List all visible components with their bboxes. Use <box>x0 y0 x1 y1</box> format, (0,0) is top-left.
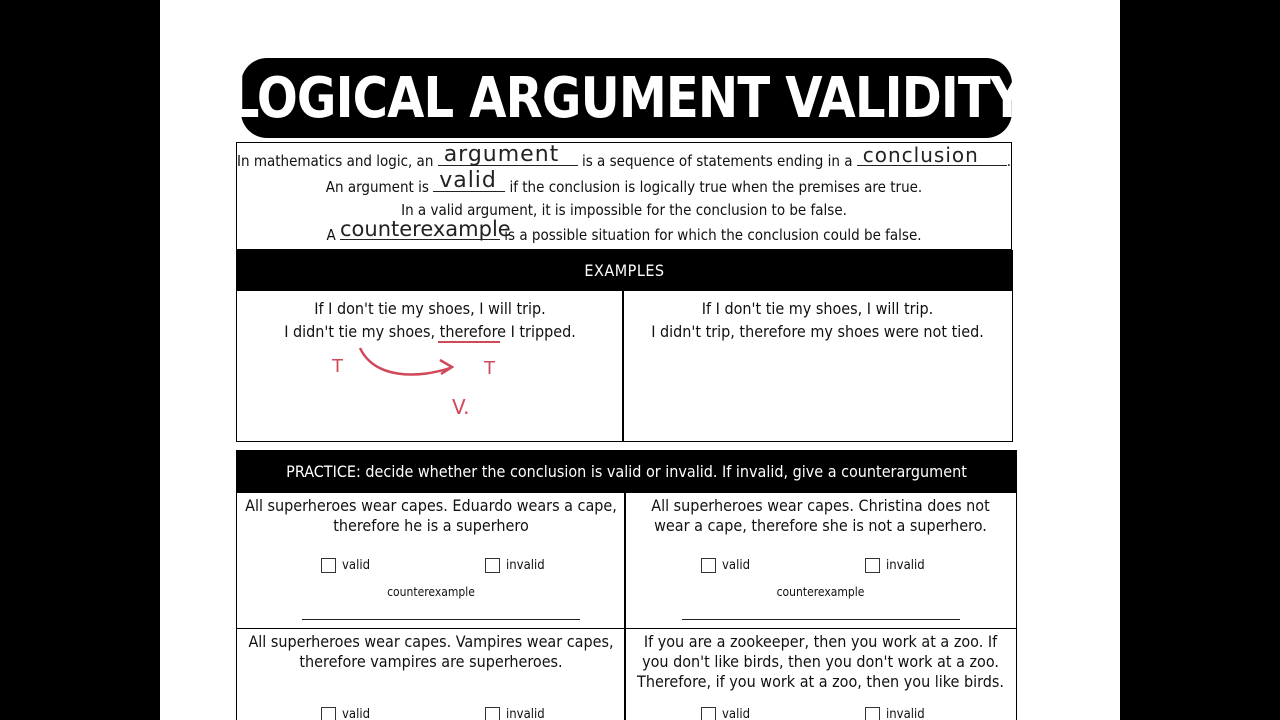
handwritten-argument: argument <box>443 142 560 167</box>
valid-label: valid <box>722 558 751 573</box>
option-invalid[interactable] <box>865 558 925 573</box>
example-line: If I don't tie my shoes, I will trip. <box>314 299 546 318</box>
counterexample-label: counterexample <box>776 585 865 599</box>
definition-text: A <box>326 226 336 244</box>
definition-line-3: In a valid argument, it is impossible for the conclusion to be false. <box>401 201 847 219</box>
option-valid[interactable] <box>701 558 750 573</box>
blank-counterexample <box>339 217 511 241</box>
definition-text: is a possible situation for which the conclusion could be false. <box>504 226 922 244</box>
blank-conclusion <box>857 143 1007 167</box>
practice-item-3 <box>236 628 626 720</box>
counterexample-label: counterexample <box>387 585 475 599</box>
handwritten-counterexample: counterexample <box>339 217 511 241</box>
option-invalid[interactable] <box>865 707 925 720</box>
invalid-checkbox[interactable] <box>485 558 500 573</box>
invalid-label: invalid <box>886 707 925 720</box>
invalid-checkbox[interactable] <box>865 707 880 720</box>
definition-text: if the conclusion is logically true when the premises are true. <box>509 178 923 196</box>
option-valid[interactable] <box>701 707 750 720</box>
option-valid[interactable] <box>321 558 370 573</box>
definition-line-4 <box>237 217 1011 244</box>
option-invalid[interactable] <box>485 707 545 720</box>
practice-question: All superheroes wear capes. Vampires wear capes, therefore vampires are superheroes. <box>248 632 614 671</box>
title-banner <box>228 58 1025 138</box>
practice-header: PRACTICE: decide whether the conclusion is valid or invalid. If invalid, give a counterargument <box>236 450 1017 492</box>
definitions-box <box>236 142 1012 250</box>
invalid-label: invalid <box>886 558 925 573</box>
valid-checkbox[interactable] <box>321 707 336 720</box>
definition-text: An argument is <box>325 178 429 196</box>
example-right-text <box>623 297 1012 343</box>
blank-valid <box>433 168 505 193</box>
example-line: If I don't tie my shoes, I will trip. <box>701 299 934 318</box>
counterexample-line[interactable] <box>302 619 580 620</box>
definition-line-1 <box>237 142 1012 170</box>
counterexample-line[interactable] <box>682 619 960 620</box>
example-line: I didn't tie my shoes, therefore I tripped. <box>284 322 576 341</box>
worksheet-page <box>160 0 1120 720</box>
definition-text: . <box>1006 152 1012 170</box>
handwritten-conclusion: conclusion <box>862 143 979 167</box>
annotation-t1: T <box>332 356 343 377</box>
invalid-label: invalid <box>506 707 545 720</box>
practice-question: All superheroes wear capes. Christina does not wear a cape, therefore she is not a superhero. <box>651 496 990 535</box>
invalid-checkbox[interactable] <box>485 707 500 720</box>
valid-label: valid <box>342 558 371 573</box>
valid-label: valid <box>722 707 751 720</box>
example-left <box>236 290 624 442</box>
valid-checkbox[interactable] <box>701 707 716 720</box>
definition-text: is a sequence of statements ending in a <box>581 152 853 170</box>
definition-line-2 <box>237 168 1011 196</box>
annotation-t2: T <box>484 358 495 379</box>
invalid-checkbox[interactable] <box>865 558 880 573</box>
example-left-text <box>237 297 623 343</box>
definition-text: In mathematics and logic, an <box>237 152 434 170</box>
page-title: LOGICAL ARGUMENT VALIDITY <box>228 65 1025 131</box>
example-line: I didn't trip, therefore my shoes were not tied. <box>651 322 984 341</box>
invalid-label: invalid <box>506 558 545 573</box>
option-invalid[interactable] <box>485 558 545 573</box>
practice-item-4 <box>624 628 1017 720</box>
practice-item-1 <box>236 492 626 629</box>
valid-checkbox[interactable] <box>701 558 716 573</box>
practice-item-2 <box>624 492 1017 629</box>
handwritten-valid: valid <box>439 168 497 193</box>
valid-checkbox[interactable] <box>321 558 336 573</box>
examples-header: EXAMPLES <box>236 250 1013 290</box>
annotation-v: V. <box>452 395 470 419</box>
option-valid[interactable] <box>321 707 370 720</box>
valid-label: valid <box>342 707 371 720</box>
example-right <box>622 290 1013 442</box>
practice-question: If you are a zookeeper, then you work at a zoo. If you don't like birds, then you don't work at a zoo. Therefore, if you work at a zoo, then you like birds. <box>637 632 1004 691</box>
blank-argument <box>438 142 578 167</box>
practice-question: All superheroes wear capes. Eduardo wears a cape, therefore he is a superhero <box>245 496 617 535</box>
